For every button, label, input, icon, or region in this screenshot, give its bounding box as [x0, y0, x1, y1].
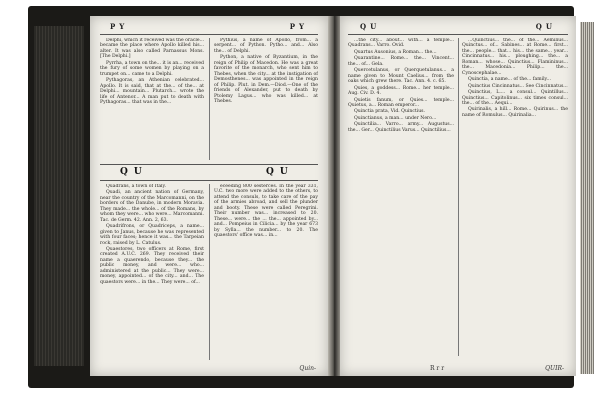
signature-mark: R r r	[430, 365, 445, 372]
entry: Quadi, an ancient nation of Germany, near the country of the Marcomanni, on the borders of the Danube, in modern Moravia. They made... the whole... of the Romans, by whom they were... who were... Marcomanni. Tac. de Germ. 42. Ann. 2, 63.	[100, 190, 204, 223]
catchword: QUIR-	[545, 365, 564, 372]
entry: Quinctius, L.... a consul... Quintillus... Quinctius... Capitolinus... six times consul... the... of the... Aequi...	[462, 90, 568, 106]
entry: Pyrrha, a town on the... it is an... received the fury of some women by playing on a trumpet on... came to a Delphi.	[100, 60, 204, 77]
column-divider	[209, 184, 210, 360]
left-top-column-1	[100, 38, 204, 160]
section-head-left: QU	[120, 167, 148, 177]
section-rule	[100, 164, 318, 165]
column-divider	[209, 38, 210, 160]
entry: ...Quinctius... the... of the... Aemilius... Quinctus... of... Sabines... at Rome... first... the... people... that... his... the same... year... Cincinnatus... his... ploughing... the... a Roman... whose... Quinctius... Flamininus... the... Macedonia... Philip... the... Cynoscephalae...	[462, 38, 568, 76]
entry: Quarantine... Rome... the... Vincent... the... of... Gela.	[348, 56, 454, 67]
header-rule	[100, 34, 318, 35]
entry: ...the city... about... with... a temple... Quadrans... Varro. Ovid.	[348, 38, 454, 49]
entry: Quirinalis, a hill... Rome... Quirinus... the name of Romulus... Quirinalia...	[462, 107, 568, 118]
catchword: Quin-	[299, 365, 316, 372]
entry: Quadrans, a town of Italy.	[106, 184, 166, 189]
entry: Quinctilia... Varro... army... Augustus... the... Ger... Quinctilius Varus... Quinctilius...	[348, 122, 454, 133]
left-running-head-right: PY	[289, 22, 308, 31]
left-top-column-2	[214, 38, 318, 160]
right-column-2	[462, 38, 568, 356]
entry: Pythius, a name of Apollo, from... a serpent... of Python. Pytho... and... Also the... of Delphi.	[214, 38, 318, 54]
right-page	[340, 16, 576, 376]
left-running-head-left: PY	[110, 22, 129, 31]
book-binding	[28, 6, 574, 388]
entry: Quies, a goddess... Rome... her temple... Aug. Civ. D. 4.	[348, 85, 454, 97]
left-page	[90, 16, 328, 376]
entry: Delphi, which it received was the oracle... became the place where Apollo killed his... alter. It was also called Parnassus Mons. [The Delphi.]	[100, 38, 204, 60]
left-running-head	[90, 20, 328, 34]
entry: Quinctius Cincinnatus... See Cincinnatus...	[468, 83, 568, 89]
right-running-head-left: QU	[360, 22, 381, 31]
entry: Quietis fanum, or Quies... temple... Quietus, a... Roman emperor...	[348, 97, 454, 108]
section-head-right: QU	[266, 167, 294, 177]
left-page-edges	[34, 26, 84, 366]
entry: Pythagoras, an Athenian celebrated... Apollo. It is said, that at the... of the... at Delphi... mountain... Plutarch... wrote the life of Antenor... A man put to death with Pythagoras... that was in the...	[100, 78, 204, 105]
header-rule	[348, 34, 568, 35]
entry: Quartus Ausonius, a Roman... the...	[354, 49, 437, 55]
entry: eceeding 800 sesterces. In the year 331, U.C. two more were added to the others, to attend the consuls, to take care of the pay of the armies abroad, and sell the plunder and booty. These were called Peregrini. Their number was... increased to 20. These... were... the ... the... appointed by... and... Pompeius in Cilicia... by the year 673 by Sylla... the number... to 20. The quaestors' office was... in...	[214, 184, 318, 239]
entry: Quadrifrons, or Quadriceps, a name... given to Janus, because he was represented with four faces; hence it was... the Tarpeian rock, raised by L. Catulus.	[100, 224, 204, 246]
entry: Quercetulanus, or Querquetulanus... a name given to Mount Caelius... from the oaks which grew there. Tac. Ann. 4. c. 65.	[348, 68, 454, 85]
right-column-1	[348, 38, 454, 356]
left-bottom-column-2	[214, 184, 318, 360]
entry: Python, a native of Byzantium, in the reign of Philip of Macedon. He was a great favorite of the monarch, who sent him to Thebes, when the city... at the instigation of Demosthenes... was appointed in the reign of Philip. Plut. in Dem.—Diod.—One of the friends of Alexander, put to death by Ptolemy Lagus... who was killed... at Thebes.	[214, 55, 318, 104]
entry: Quaestores, two officers at Rome, first created A.U.C. 269. They received their name a quaerendo, because they... the public money, and were... who... administered at the public... They were... money, appointed... of the city... and... The quaestors were... in the... They were... of...	[100, 246, 204, 285]
column-divider	[458, 38, 459, 356]
entry: Quinctia, a name... of the... family...	[468, 77, 551, 83]
left-bottom-column-1	[100, 184, 204, 360]
book-gutter	[328, 16, 340, 376]
right-page-edges	[580, 22, 594, 374]
section-rule	[100, 180, 318, 181]
right-running-head-right: QU	[535, 22, 556, 31]
entry: Quinctianus, a man... under Nero...	[354, 115, 437, 121]
entry: Quinctia prata, Vid. Quinctius.	[354, 109, 426, 115]
right-running-head	[340, 20, 576, 34]
